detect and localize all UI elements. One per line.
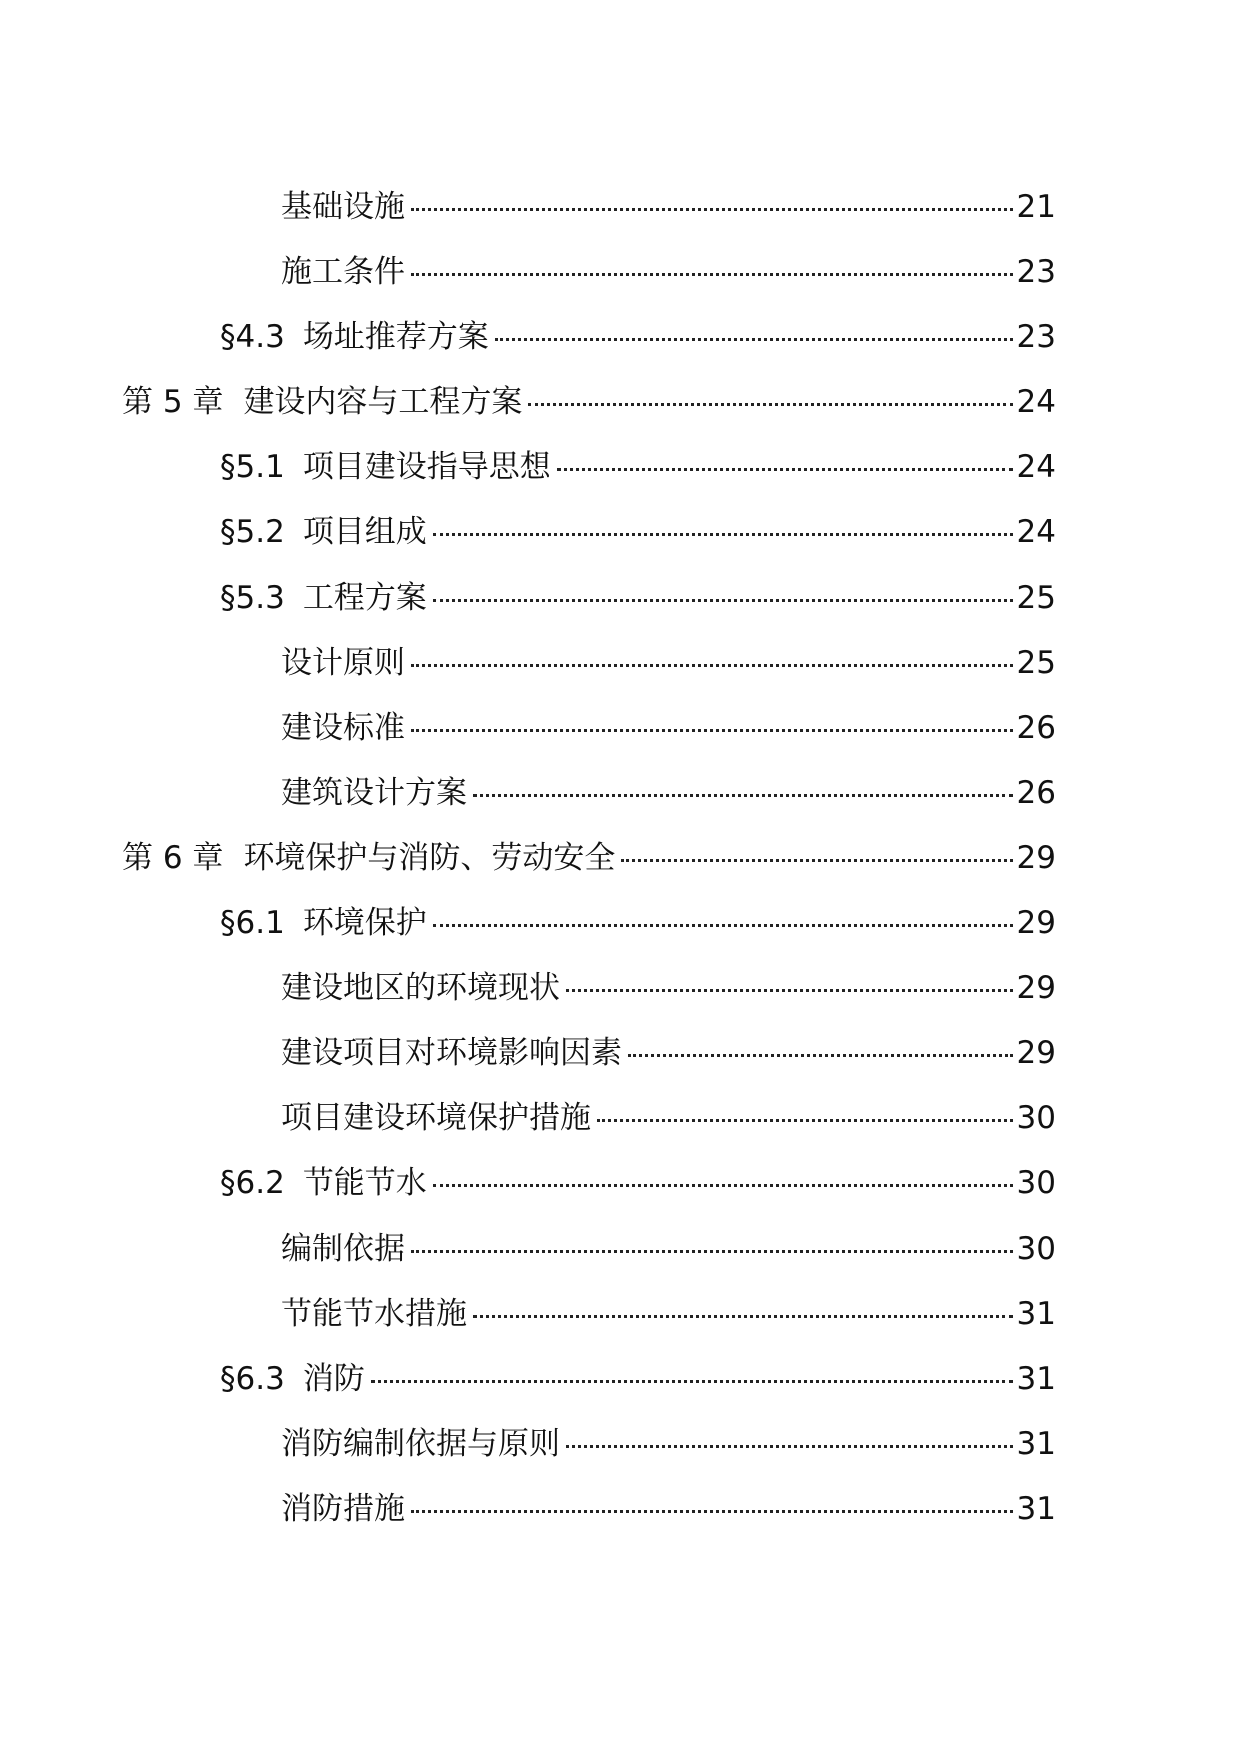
toc-section-entry[interactable] <box>0 1359 1241 1424</box>
toc-entry-title: 设计原则 <box>281 644 405 681</box>
toc-dot-leader <box>411 1510 1013 1513</box>
toc-dot-leader <box>473 1315 1013 1318</box>
toc-subsection-entry[interactable] <box>0 252 1241 317</box>
toc-dot-leader <box>411 208 1013 211</box>
toc-page-number: 31 <box>1016 1360 1056 1397</box>
toc-entry-title: 项目组成 <box>302 514 427 551</box>
toc-entry-line <box>0 382 1241 422</box>
toc-entry-line <box>0 708 1241 748</box>
toc-page-number: 24 <box>1016 384 1056 421</box>
toc-entry-title: 消防措施 <box>281 1490 405 1527</box>
toc-dot-leader <box>371 1380 1013 1383</box>
toc-entry-line <box>0 187 1241 227</box>
toc-section-entry[interactable] <box>0 578 1241 643</box>
toc-entry-title: 施工条件 <box>281 254 405 291</box>
toc-page-number: 31 <box>1016 1295 1056 1332</box>
toc-page-number: 26 <box>1016 774 1056 811</box>
toc-subsection-entry[interactable] <box>0 643 1241 708</box>
toc-entry-line <box>0 1424 1241 1464</box>
toc-section-entry[interactable] <box>0 1163 1241 1228</box>
toc-subsection-entry[interactable] <box>0 1098 1241 1163</box>
toc-dot-leader <box>566 1445 1013 1448</box>
toc-entry-title: 建筑设计方案 <box>281 774 467 811</box>
toc-entry-line <box>0 773 1241 813</box>
toc-section-number: §6.1 <box>220 905 285 942</box>
toc-entry-line <box>0 252 1241 292</box>
toc-entry-line <box>0 317 1241 357</box>
toc-subsection-entry[interactable] <box>0 1294 1241 1359</box>
toc-section-entry[interactable] <box>0 903 1241 968</box>
toc-dot-leader <box>433 533 1013 536</box>
toc-dot-leader <box>411 729 1013 732</box>
toc-entry-title: 建设内容与工程方案 <box>243 384 523 421</box>
toc-chapter-entry[interactable] <box>0 382 1241 447</box>
toc-page-number: 29 <box>1016 839 1056 876</box>
toc-entry-line <box>0 1033 1241 1073</box>
toc-dot-leader <box>433 1184 1013 1187</box>
toc-page-number: 30 <box>1016 1165 1056 1202</box>
toc-page-number: 31 <box>1016 1490 1056 1527</box>
toc-subsection-entry[interactable] <box>0 1229 1241 1294</box>
toc-entry-line <box>0 968 1241 1008</box>
toc-section-entry[interactable] <box>0 447 1241 512</box>
toc-section-entry[interactable] <box>0 512 1241 577</box>
toc-page-number: 29 <box>1016 905 1056 942</box>
toc-section-number: §5.1 <box>220 449 285 486</box>
toc-subsection-entry[interactable] <box>0 708 1241 773</box>
toc-entry-title: 工程方案 <box>302 579 427 616</box>
toc-entry-title: 建设标准 <box>281 709 405 746</box>
toc-page-number: 29 <box>1016 970 1056 1007</box>
toc-page-number: 31 <box>1016 1425 1056 1462</box>
toc-page-number: 29 <box>1016 1035 1056 1072</box>
toc-page-number: 25 <box>1016 644 1056 681</box>
toc-section-entry[interactable] <box>0 317 1241 382</box>
toc-dot-leader <box>628 1054 1013 1057</box>
toc-entry-line <box>0 903 1241 943</box>
toc-entry-line <box>0 1229 1241 1269</box>
toc-section-number: §5.2 <box>220 514 285 551</box>
toc-dot-leader <box>528 403 1012 406</box>
toc-entry-title: 节能节水 <box>302 1165 427 1202</box>
toc-dot-leader <box>433 599 1013 602</box>
toc-dot-leader <box>411 664 1013 667</box>
toc-entry-line <box>0 1098 1241 1138</box>
toc-chapter-entry[interactable] <box>0 838 1241 903</box>
toc-page-number: 30 <box>1016 1230 1056 1267</box>
toc-entry-title: 场址推荐方案 <box>302 319 489 356</box>
toc-dot-leader <box>621 859 1012 862</box>
toc-dot-leader <box>411 1250 1013 1253</box>
toc-subsection-entry[interactable] <box>0 1424 1241 1489</box>
toc-entry-line <box>0 578 1241 618</box>
toc-page-number: 30 <box>1016 1100 1056 1137</box>
toc-entry-title: 编制依据 <box>281 1230 405 1267</box>
toc-entry-line <box>0 512 1241 552</box>
toc-dot-leader <box>495 338 1013 341</box>
toc-page-number: 25 <box>1016 579 1056 616</box>
toc-subsection-entry[interactable] <box>0 1489 1241 1554</box>
toc-page-number: 26 <box>1016 709 1056 746</box>
table-of-contents <box>0 187 1241 1554</box>
toc-dot-leader <box>433 924 1013 927</box>
toc-page-number: 21 <box>1016 189 1056 225</box>
toc-entry-line <box>0 643 1241 683</box>
toc-entry-line <box>0 447 1241 487</box>
toc-page-number: 24 <box>1016 514 1056 551</box>
toc-entry-title: 节能节水措施 <box>281 1295 467 1332</box>
toc-entry-line <box>0 1163 1241 1203</box>
toc-page-number: 23 <box>1016 319 1056 356</box>
toc-subsection-entry[interactable] <box>0 773 1241 838</box>
toc-subsection-entry[interactable] <box>0 968 1241 1033</box>
toc-entry-title: 消防 <box>302 1360 365 1397</box>
toc-entry-title: 建设地区的环境现状 <box>281 970 560 1007</box>
toc-subsection-entry[interactable] <box>0 187 1241 252</box>
toc-entry-title: 项目建设指导思想 <box>302 449 551 486</box>
toc-chapter-number: 第 5 章 <box>122 384 224 421</box>
toc-subsection-entry[interactable] <box>0 1033 1241 1098</box>
toc-dot-leader <box>473 794 1013 797</box>
toc-section-number: §5.3 <box>220 579 285 616</box>
toc-page-number: 23 <box>1016 254 1056 291</box>
toc-entry-title: 环境保护 <box>302 905 427 942</box>
toc-entry-title: 项目建设环境保护措施 <box>281 1100 591 1137</box>
toc-dot-leader <box>566 989 1013 992</box>
toc-section-number: §4.3 <box>220 319 285 356</box>
toc-entry-title: 建设项目对环境影响因素 <box>281 1035 622 1072</box>
toc-section-number: §6.2 <box>220 1165 285 1202</box>
toc-entry-line <box>0 838 1241 878</box>
toc-entry-title: 环境保护与消防、劳动安全 <box>243 839 616 876</box>
toc-dot-leader <box>597 1119 1013 1122</box>
toc-entry-line <box>0 1294 1241 1334</box>
toc-entry-line <box>0 1359 1241 1399</box>
toc-entry-line <box>0 1489 1241 1529</box>
toc-page-number: 24 <box>1016 449 1056 486</box>
toc-entry-title: 消防编制依据与原则 <box>281 1425 560 1462</box>
toc-entry-title: 基础设施 <box>281 189 405 225</box>
toc-dot-leader <box>557 468 1013 471</box>
toc-section-number: §6.3 <box>220 1360 285 1397</box>
toc-dot-leader <box>411 273 1013 276</box>
toc-chapter-number: 第 6 章 <box>122 839 224 876</box>
